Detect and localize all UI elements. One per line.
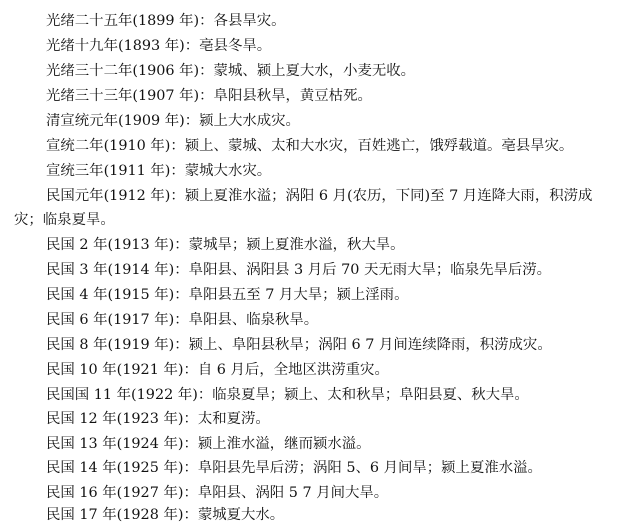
text-line: 民国 10 年(1921 年)：自 6 月后，全地区洪涝重灾。 bbox=[46, 362, 389, 378]
text-line: 光绪十九年(1893 年)：亳县冬旱。 bbox=[46, 38, 272, 54]
text-line: 民国 13 年(1924 年)：颍上淮水溢，继而颍水溢。 bbox=[46, 436, 371, 452]
text-line: 民国 8 年(1919 年)：颍上、阜阳县秋旱；涡阳 6 7 月间连续降雨，积涝成灾。 bbox=[46, 337, 552, 353]
text-line: 民国 12 年(1923 年)：太和夏涝。 bbox=[46, 411, 270, 427]
text-line: 民国 6 年(1917 年)：阜阳县、临泉秋旱。 bbox=[46, 312, 319, 328]
text-line: 灾；临泉夏旱。 bbox=[14, 212, 115, 228]
text-line: 光绪三十三年(1907 年)：阜阳县秋旱，黄豆枯死。 bbox=[46, 88, 372, 104]
text-line: 民国 2 年(1913 年)：蒙城旱；颍上夏淮水溢，秋大旱。 bbox=[46, 237, 405, 253]
text-line: 宣统三年(1911 年)：蒙城大水灾。 bbox=[46, 163, 272, 179]
text-line: 民国 3 年(1914 年)：阜阳县、涡阳县 3 月后 70 天无雨大旱；临泉先旱后涝。 bbox=[46, 262, 552, 278]
text-line: 民国 14 年(1925 年)：阜阳县先旱后涝；涡阳 5、6 月间旱；颍上夏淮水溢。 bbox=[46, 460, 542, 476]
text-line: 清宣统元年(1909 年)：颍上大水成灾。 bbox=[46, 113, 300, 129]
text-line: 光绪三十二年(1906 年)：蒙城、颍上夏大水，小麦无收。 bbox=[46, 63, 416, 79]
text-line: 民国国 11 年(1922 年)：临泉夏旱；颍上、太和秋旱；阜阳县夏、秋大旱。 bbox=[46, 387, 529, 403]
text-line: 宣统二年(1910 年)：颍上、蒙城、太和大水灾，百姓逃亡，饿殍载道。亳县旱灾。 bbox=[46, 138, 574, 154]
text-line: 民国 16 年(1927 年)：阜阳县、涡阳 5 7 月间大旱。 bbox=[46, 485, 389, 501]
text-line: 民国 4 年(1915 年)：阜阳县五至 7 月大旱；颍上淫雨。 bbox=[46, 287, 409, 303]
text-line: 民国元年(1912 年)：颍上夏淮水溢；涡阳 6 月(农历，下同)至 7 月连降大雨，积涝成 bbox=[46, 188, 593, 204]
text-line: 民国 17 年(1928 年)：蒙城夏大水。 bbox=[46, 507, 285, 523]
text-line: 光绪二十五年(1899 年)：各县旱灾。 bbox=[46, 13, 286, 29]
